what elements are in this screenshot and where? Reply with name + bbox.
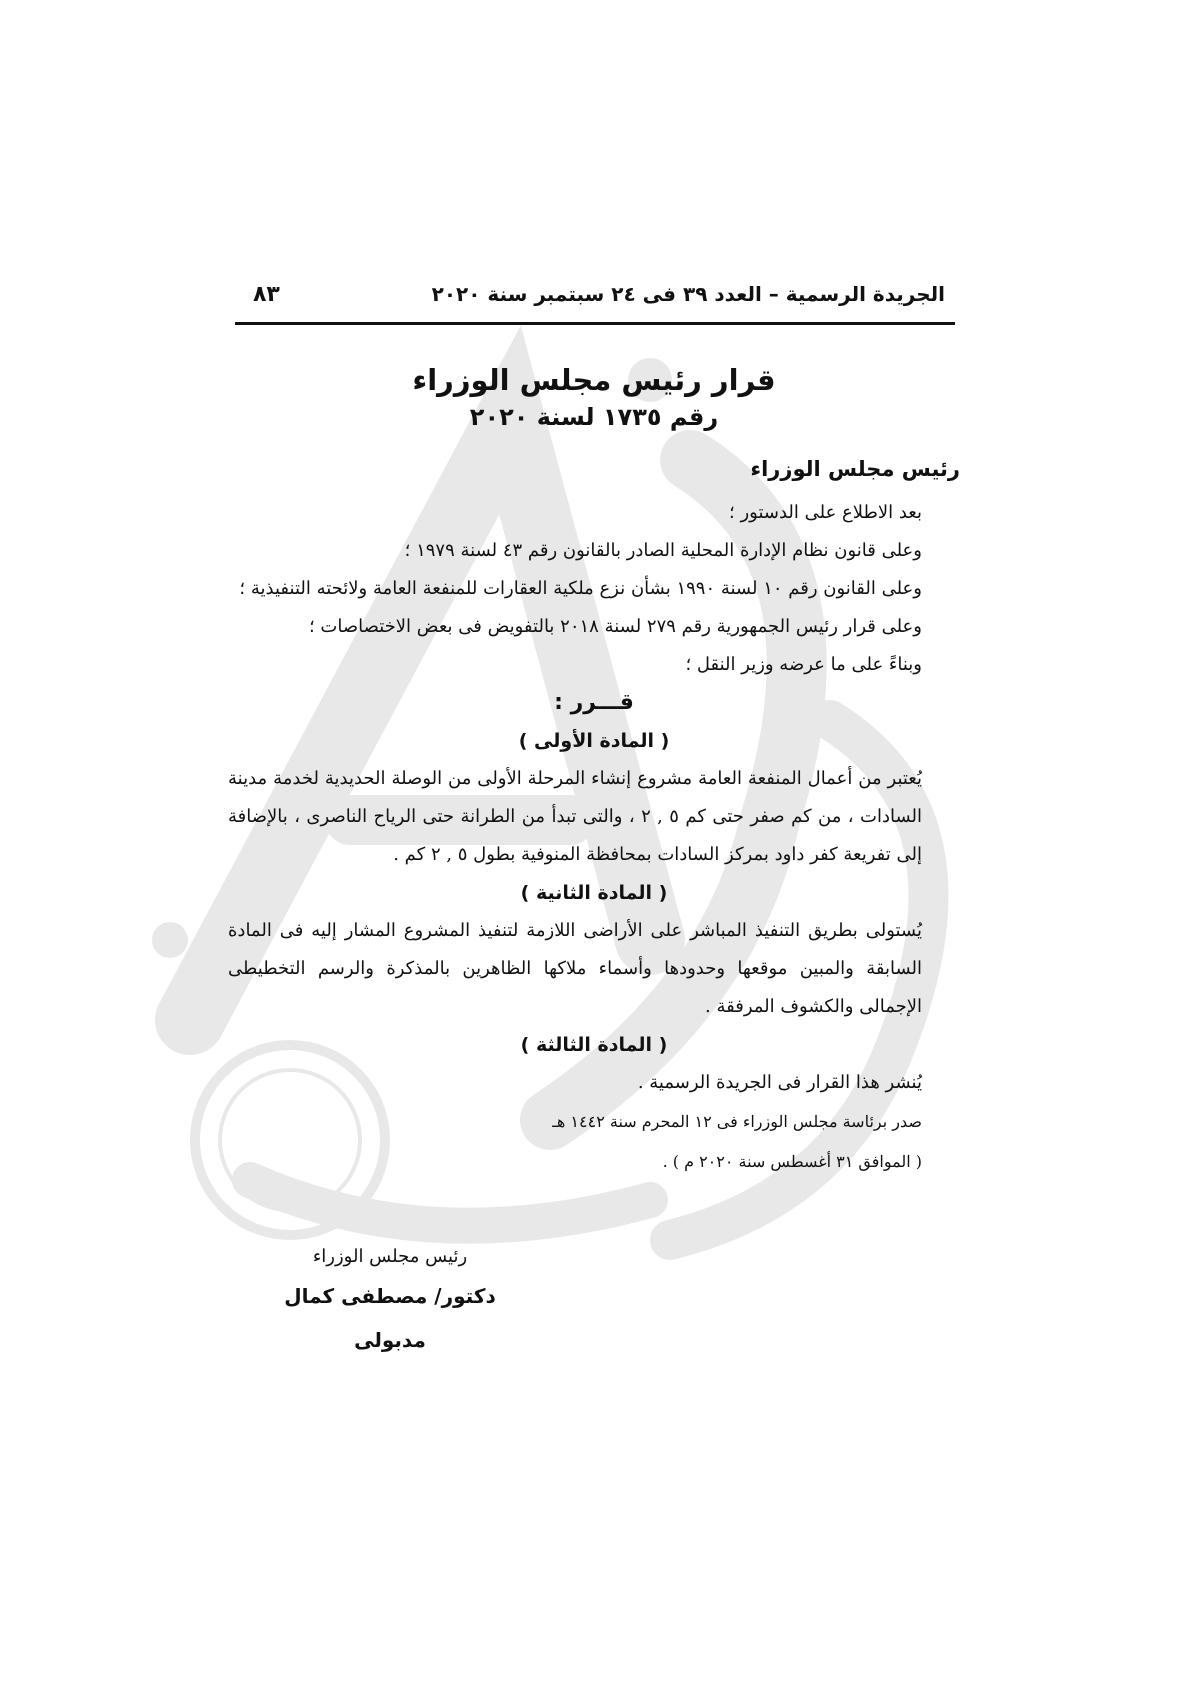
page-number: ٨٣ [253, 282, 280, 307]
signatory-name: دكتور/ مصطفى كمال مدبولى [284, 1284, 496, 1352]
signature-block [260, 1240, 520, 1362]
gazette-header-title: الجريدة الرسمية – العدد ٣٩ فى ٢٤ سبتمبر سنة ٢٠٢٠ [431, 282, 945, 306]
preamble-line: بعد الاطلاع على الدستور ؛ [729, 502, 922, 523]
preamble-line: وعلى قانون نظام الإدارة المحلية الصادر بالقانون رقم ٤٣ لسنة ١٩٧٩ ؛ [404, 540, 922, 561]
page-header [235, 276, 955, 325]
decided-heading: قـــرر : [554, 690, 634, 715]
decision-number: رقم ١٧٣٥ لسنة ٢٠٢٠ [469, 403, 719, 431]
article-text: يُنشر هذا القرار فى الجريدة الرسمية . [637, 1072, 922, 1093]
article-heading: ( المادة الأولى ) [518, 730, 670, 752]
issue-date-hijri: صدر برئاسة مجلس الوزراء فى ١٢ المحرم سنة ١٤٤٢ هـ [552, 1112, 922, 1131]
signatory-title: رئيس مجلس الوزراء [312, 1246, 468, 1267]
article-text: يُعتبر من أعمال المنفعة العامة مشروع إنشاء المرحلة الأولى من الوصلة الحديدية لخدمة مدينة السادات ، من كم صفر حتى كم ٥ , ٢ ، والتى تبدأ من الطرانة حتى الرياح الناصرى ، بالإضافة إلى تفريعة كفر داود بمركز السادات بمحافظة المنوفية بطول ٥ , ٢ كم . [228, 768, 923, 865]
decision-title: قرار رئيس مجلس الوزراء [412, 363, 776, 397]
article-text: يُستولى بطريق التنفيذ المباشر على الأراضى اللازمة لتنفيذ المشروع المشار إليه فى المادة السابقة والمبين موقعها وحدودها وأسماء ملاكها الظاهرين بالمذكرة والرسم التخطيطى الإجمالى والكشوف المرفقة . [228, 920, 922, 1017]
article-heading: ( المادة الثالثة ) [520, 1034, 668, 1056]
issue-date-gregorian: ( الموافق ٣١ أغسطس سنة ٢٠٢٠ م ) . [662, 1152, 922, 1171]
issuing-authority: رئيس مجلس الوزراء [750, 457, 960, 481]
preamble-line: وعلى قرار رئيس الجمهورية رقم ٢٧٩ لسنة ٢٠١٨ بالتفويض فى بعض الاختصاصات ؛ [308, 616, 922, 637]
article-heading: ( المادة الثانية ) [520, 882, 668, 904]
preamble-line: وعلى القانون رقم ١٠ لسنة ١٩٩٠ بشأن نزع ملكية العقارات للمنفعة العامة ولائحته التنفيذية ؛ [239, 578, 922, 599]
preamble-line: وبناءً على ما عرضه وزير النقل ؛ [685, 654, 922, 675]
decision-body [228, 360, 960, 1182]
